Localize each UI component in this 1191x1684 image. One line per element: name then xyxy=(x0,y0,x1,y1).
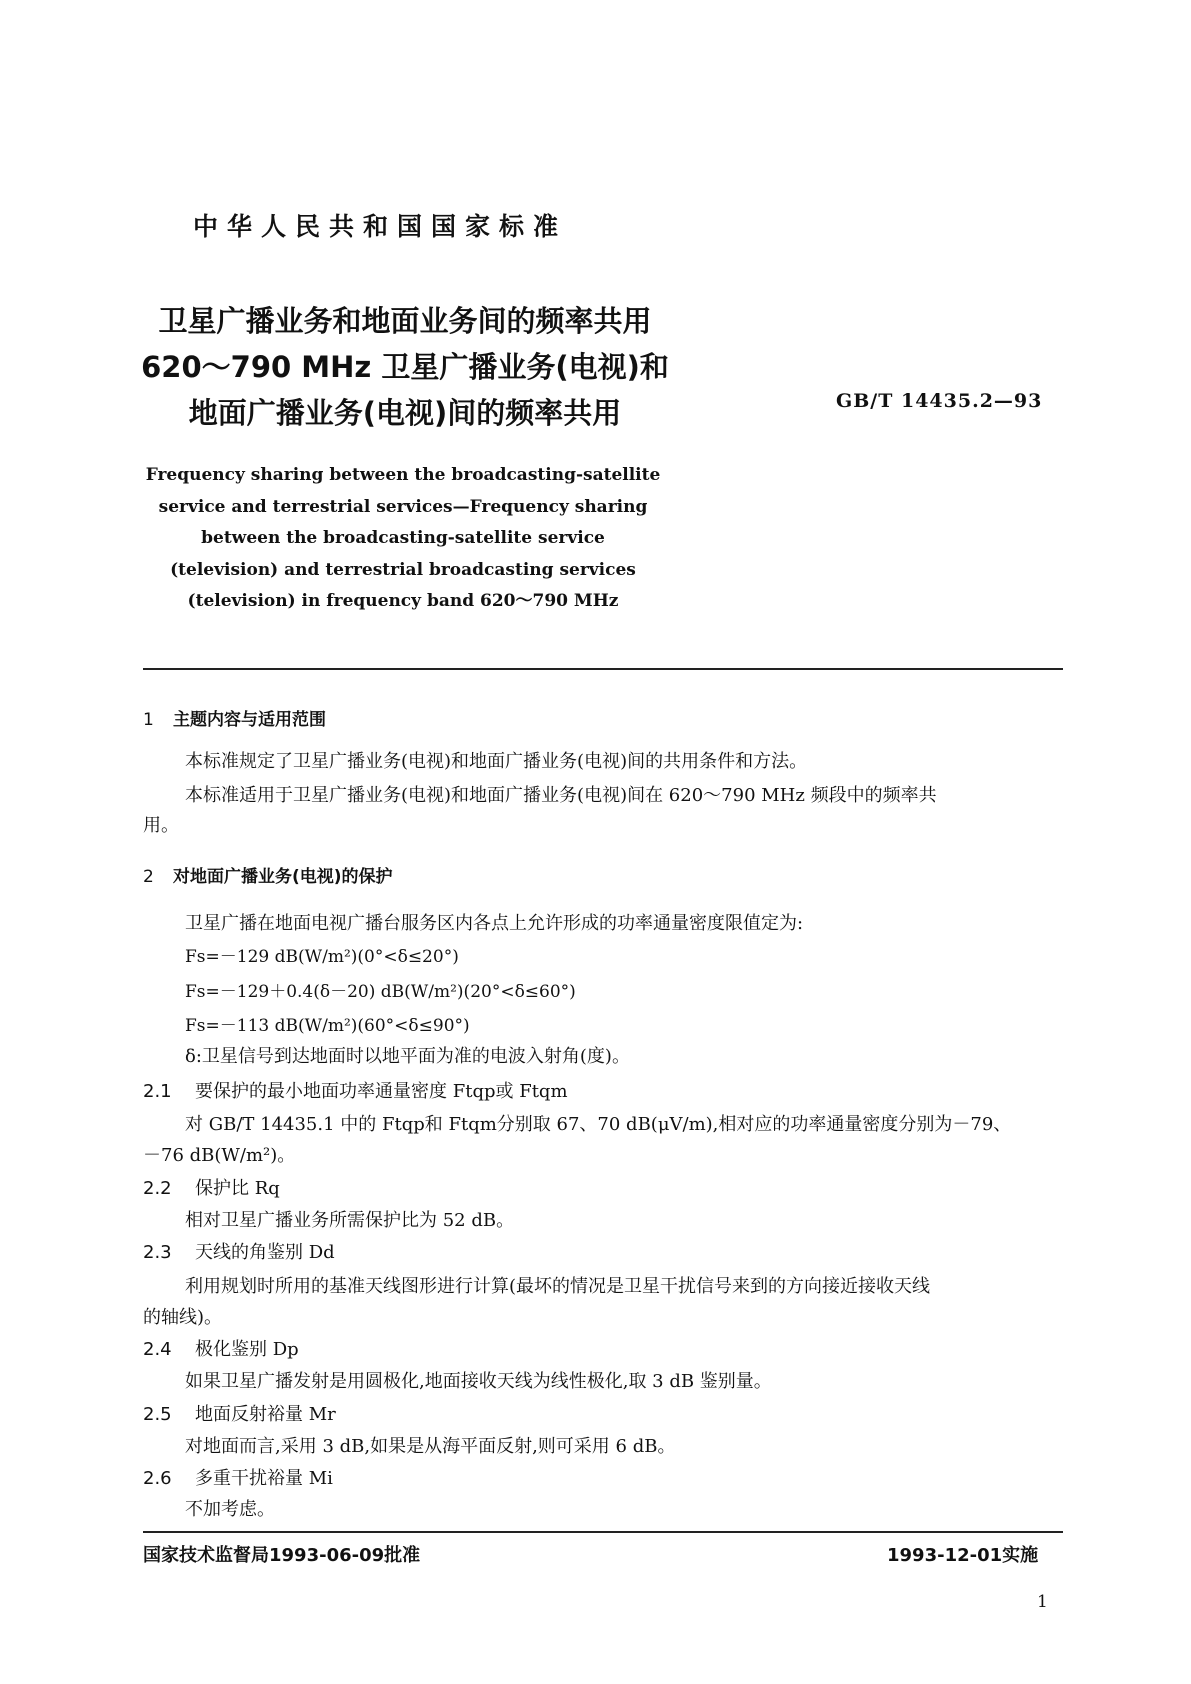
subsection-2-2-heading xyxy=(143,1177,280,1201)
subsection-2-3-paragraph-line-1: 利用规划时所用的基准天线图形进行计算(最坏的情况是卫星干扰信号来到的方向接近接收天线 xyxy=(185,1276,931,1297)
subsection-2-1-title: 要保护的最小地面功率通量密度 Ftqp或 Ftqm xyxy=(195,1081,568,1102)
subsection-2-1-heading xyxy=(143,1080,568,1104)
subsection-2-4-number: 2.4 xyxy=(143,1339,172,1360)
subsection-2-6-title: 多重干扰裕量 Mi xyxy=(195,1468,333,1489)
subsection-2-3-heading xyxy=(143,1241,335,1265)
english-title-line-3: between the broadcasting-satellite service xyxy=(201,528,605,548)
subsection-2-5-heading xyxy=(143,1403,336,1427)
subsection-2-6-heading xyxy=(143,1467,333,1491)
top-divider xyxy=(143,668,1063,670)
effective-date: 1993-12-01实施 xyxy=(887,1545,1039,1566)
formula-2: Fs=－129＋0.4(δ－20) dB(W/m²)(20°<δ≤60°) xyxy=(185,982,576,1002)
subsection-2-5-title: 地面反射裕量 Mr xyxy=(195,1404,336,1425)
formula-1: Fs=－129 dB(W/m²)(0°<δ≤20°) xyxy=(185,947,459,967)
english-title-line-5: (television) in frequency band 620～790 MHz xyxy=(187,591,619,611)
subsection-2-3-title: 天线的角鉴别 Dd xyxy=(195,1242,335,1263)
subsection-2-3-number: 2.3 xyxy=(143,1242,172,1263)
english-title-line-2: service and terrestrial services—Frequency sharing xyxy=(158,496,648,517)
section-1-title: 主题内容与适用范围 xyxy=(173,710,326,730)
subsection-2-1-number: 2.1 xyxy=(143,1081,172,1102)
english-title xyxy=(0,460,806,618)
chinese-title-line-1: 卫星广播业务和地面业务间的频率共用 xyxy=(158,304,652,338)
subsection-2-2-number: 2.2 xyxy=(143,1178,172,1199)
subsection-2-3-paragraph-line-2: 的轴线)。 xyxy=(143,1307,223,1328)
section-2-number: 2 xyxy=(143,867,154,887)
subsection-2-6-paragraph: 不加考虑。 xyxy=(185,1499,275,1520)
english-title-line-1: Frequency sharing between the broadcasting-satellite xyxy=(145,465,661,485)
subsection-2-6-number: 2.6 xyxy=(143,1468,172,1489)
bottom-divider xyxy=(143,1531,1063,1533)
approval-statement: 国家技术监督局1993-06-09批准 xyxy=(143,1545,421,1566)
national-standard-heading: 中华人民共和国国家标准 xyxy=(192,212,567,241)
delta-note: δ:卫星信号到达地面时以地平面为准的电波入射角(度)。 xyxy=(185,1046,630,1067)
section-2-heading xyxy=(143,865,393,889)
section-1-number: 1 xyxy=(143,710,154,730)
subsection-2-1-paragraph-line-2: －76 dB(W/m²)。 xyxy=(143,1145,296,1166)
subsection-2-4-paragraph: 如果卫星广播发射是用圆极化,地面接收天线为线性极化,取 3 dB 鉴别量。 xyxy=(185,1371,772,1392)
chinese-title-line-3: 地面广播业务(电视)间的频率共用 xyxy=(188,396,622,430)
section-1-heading xyxy=(143,708,326,732)
section-1-paragraph-1: 本标准规定了卫星广播业务(电视)和地面广播业务(电视)间的共用条件和方法。 xyxy=(185,751,808,772)
section-2-paragraph-1: 卫星广播在地面电视广播台服务区内各点上允许形成的功率通量密度限值定为: xyxy=(185,913,804,934)
chinese-title xyxy=(0,298,810,436)
standard-code: GB/T 14435.2—93 xyxy=(836,390,1043,412)
subsection-2-2-paragraph: 相对卫星广播业务所需保护比为 52 dB。 xyxy=(185,1210,515,1231)
subsection-2-2-title: 保护比 Rq xyxy=(195,1178,280,1199)
subsection-2-1-paragraph-line-1: 对 GB/T 14435.1 中的 Ftqp和 Ftqm分别取 67、70 dB(μV/m),相对应的功率通量密度分别为－79、 xyxy=(185,1114,1012,1135)
page-number: 1 xyxy=(1037,1592,1048,1612)
subsection-2-5-number: 2.5 xyxy=(143,1404,172,1425)
section-2-title: 对地面广播业务(电视)的保护 xyxy=(173,867,393,887)
subsection-2-4-heading xyxy=(143,1338,299,1362)
section-1-paragraph-2-line-2: 用。 xyxy=(143,815,179,836)
formula-3: Fs=－113 dB(W/m²)(60°<δ≤90°) xyxy=(185,1016,470,1036)
section-1-paragraph-2-line-1: 本标准适用于卫星广播业务(电视)和地面广播业务(电视)间在 620～790 MHz 频段中的频率共 xyxy=(185,785,937,806)
chinese-title-line-2: 620～790 MHz 卫星广播业务(电视)和 xyxy=(141,350,669,384)
subsection-2-5-paragraph: 对地面而言,采用 3 dB,如果是从海平面反射,则可采用 6 dB。 xyxy=(185,1436,676,1457)
english-title-line-4: (television) and terrestrial broadcasting services xyxy=(170,559,636,580)
subsection-2-4-title: 极化鉴别 Dp xyxy=(195,1339,299,1360)
